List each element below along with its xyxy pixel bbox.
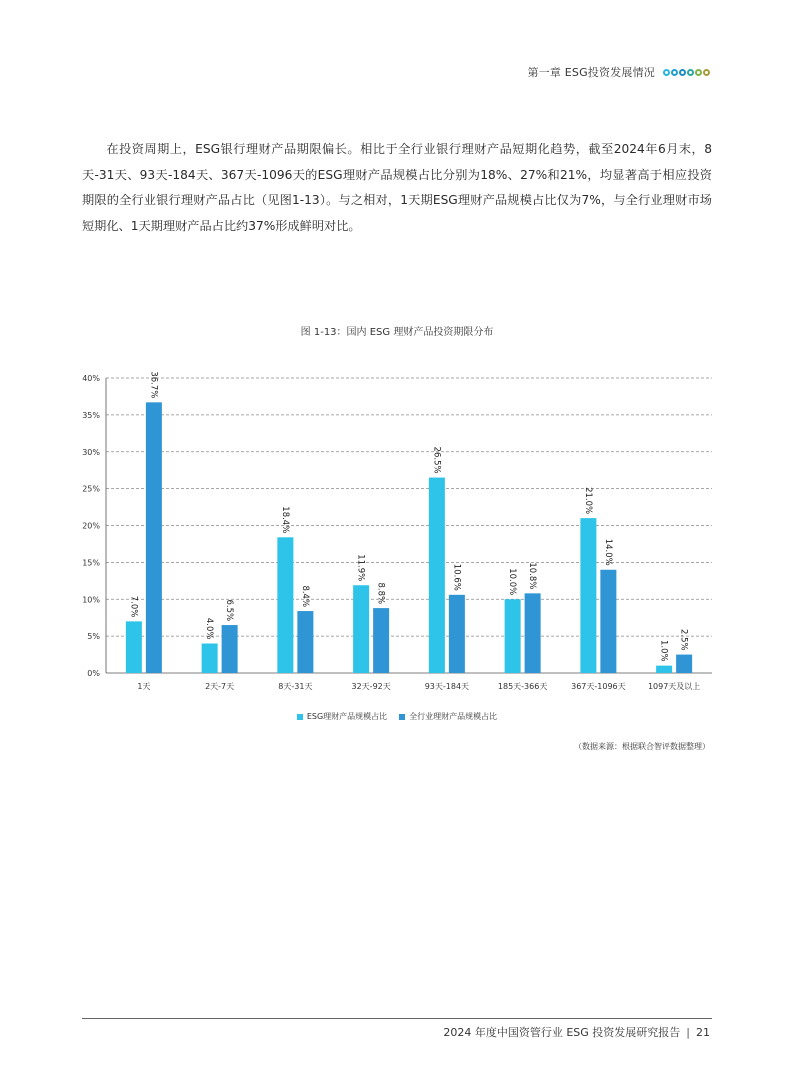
bar	[580, 518, 596, 673]
data-label: 2.5%	[678, 628, 689, 651]
legend-swatch-industry	[399, 714, 405, 720]
y-tick-label: 0%	[87, 669, 100, 678]
data-label: 10.8%	[527, 562, 538, 590]
page-footer	[443, 1024, 710, 1040]
bar	[373, 608, 389, 673]
page-header	[527, 64, 710, 80]
data-label: 14.0%	[602, 538, 613, 566]
data-label: 21.0%	[582, 487, 593, 515]
bar	[429, 478, 445, 673]
decorative-dots-icon	[662, 69, 710, 76]
footer-divider	[82, 1018, 712, 1019]
x-tick-label: 2天-7天	[205, 682, 235, 691]
dot-icon	[679, 69, 686, 76]
footer-separator: |	[686, 1025, 690, 1039]
data-label: 7.0%	[128, 595, 139, 618]
data-label: 11.9%	[355, 554, 366, 582]
x-tick-label: 185天-366天	[497, 682, 548, 691]
dot-icon	[687, 69, 694, 76]
legend-item-esg	[297, 711, 387, 722]
data-label: 6.5%	[224, 599, 235, 622]
figure-title: 图 1-13：国内 ESG 理财产品投资期限分布	[300, 327, 494, 338]
dot-icon	[663, 69, 670, 76]
bar	[277, 537, 293, 673]
x-tick-label: 8天-31天	[278, 682, 313, 691]
bar	[126, 621, 142, 673]
bar	[353, 585, 369, 673]
bar	[222, 625, 238, 673]
data-label: 26.5%	[431, 446, 442, 474]
x-tick-label: 367天-1096天	[571, 682, 626, 691]
chart-legend	[0, 711, 794, 722]
y-tick-label: 15%	[82, 558, 100, 568]
bar	[656, 666, 672, 673]
legend-label-esg: ESG理财产品规模占比	[306, 712, 388, 721]
y-tick-label: 35%	[82, 410, 100, 420]
bar-chart	[0, 360, 794, 700]
bar	[505, 599, 521, 673]
dot-icon	[703, 69, 710, 76]
dot-icon	[671, 69, 678, 76]
bar	[600, 570, 616, 673]
y-tick-label: 40%	[82, 374, 100, 383]
y-tick-label: 25%	[82, 484, 100, 494]
body-paragraph: 在投资周期上，ESG银行理财产品期限偏长。相比于全行业银行理财产品短期化趋势，截至2024年6月末，8天-31天、93天-184天、367天-1096天的ESG理财产品规模占比分别为18%、27%和21%，均显著高于相应投资期限的全行业银行理财产品占比（见图1-13）。与之相对，1天期ESG理财产品规模占比仅为7%，与全行业理财市场短期化、1天期理财产品占比约37%形成鲜明对比。	[82, 142, 712, 233]
legend-swatch-esg	[297, 714, 303, 720]
bar	[202, 644, 218, 674]
data-label: 8.4%	[299, 585, 310, 608]
y-tick-label: 10%	[82, 595, 100, 605]
data-label: 10.0%	[507, 568, 518, 596]
x-tick-label: 1天	[137, 682, 151, 691]
x-tick-label: 32天-92天	[351, 682, 391, 691]
data-label: 36.7%	[148, 371, 159, 399]
page-number: 21	[696, 1025, 710, 1039]
data-source-note: （数据来源：根据联合智评数据整理）	[574, 742, 710, 751]
legend-item-industry	[399, 711, 497, 722]
bar	[525, 593, 541, 673]
footer-report-title: 2024 年度中国资管行业 ESG 投资发展研究报告	[443, 1026, 681, 1039]
legend-label-industry: 全行业理财产品规模占比	[409, 712, 498, 721]
x-tick-label: 93天-184天	[424, 682, 470, 691]
bar	[676, 655, 692, 673]
data-label: 10.6%	[451, 563, 462, 591]
data-label: 8.8%	[375, 582, 386, 605]
bar	[146, 402, 162, 673]
y-tick-label: 30%	[82, 447, 100, 457]
chapter-title: 第一章 ESG投资发展情况	[527, 66, 655, 79]
data-label: 4.0%	[204, 617, 215, 640]
y-tick-label: 20%	[82, 521, 100, 531]
dot-icon	[695, 69, 702, 76]
data-label: 1.0%	[658, 640, 669, 662]
bar	[449, 595, 465, 673]
data-label: 18.4%	[279, 506, 290, 534]
bar	[297, 611, 313, 673]
y-tick-label: 5%	[87, 632, 100, 642]
x-tick-label: 1097天及以上	[647, 682, 701, 691]
